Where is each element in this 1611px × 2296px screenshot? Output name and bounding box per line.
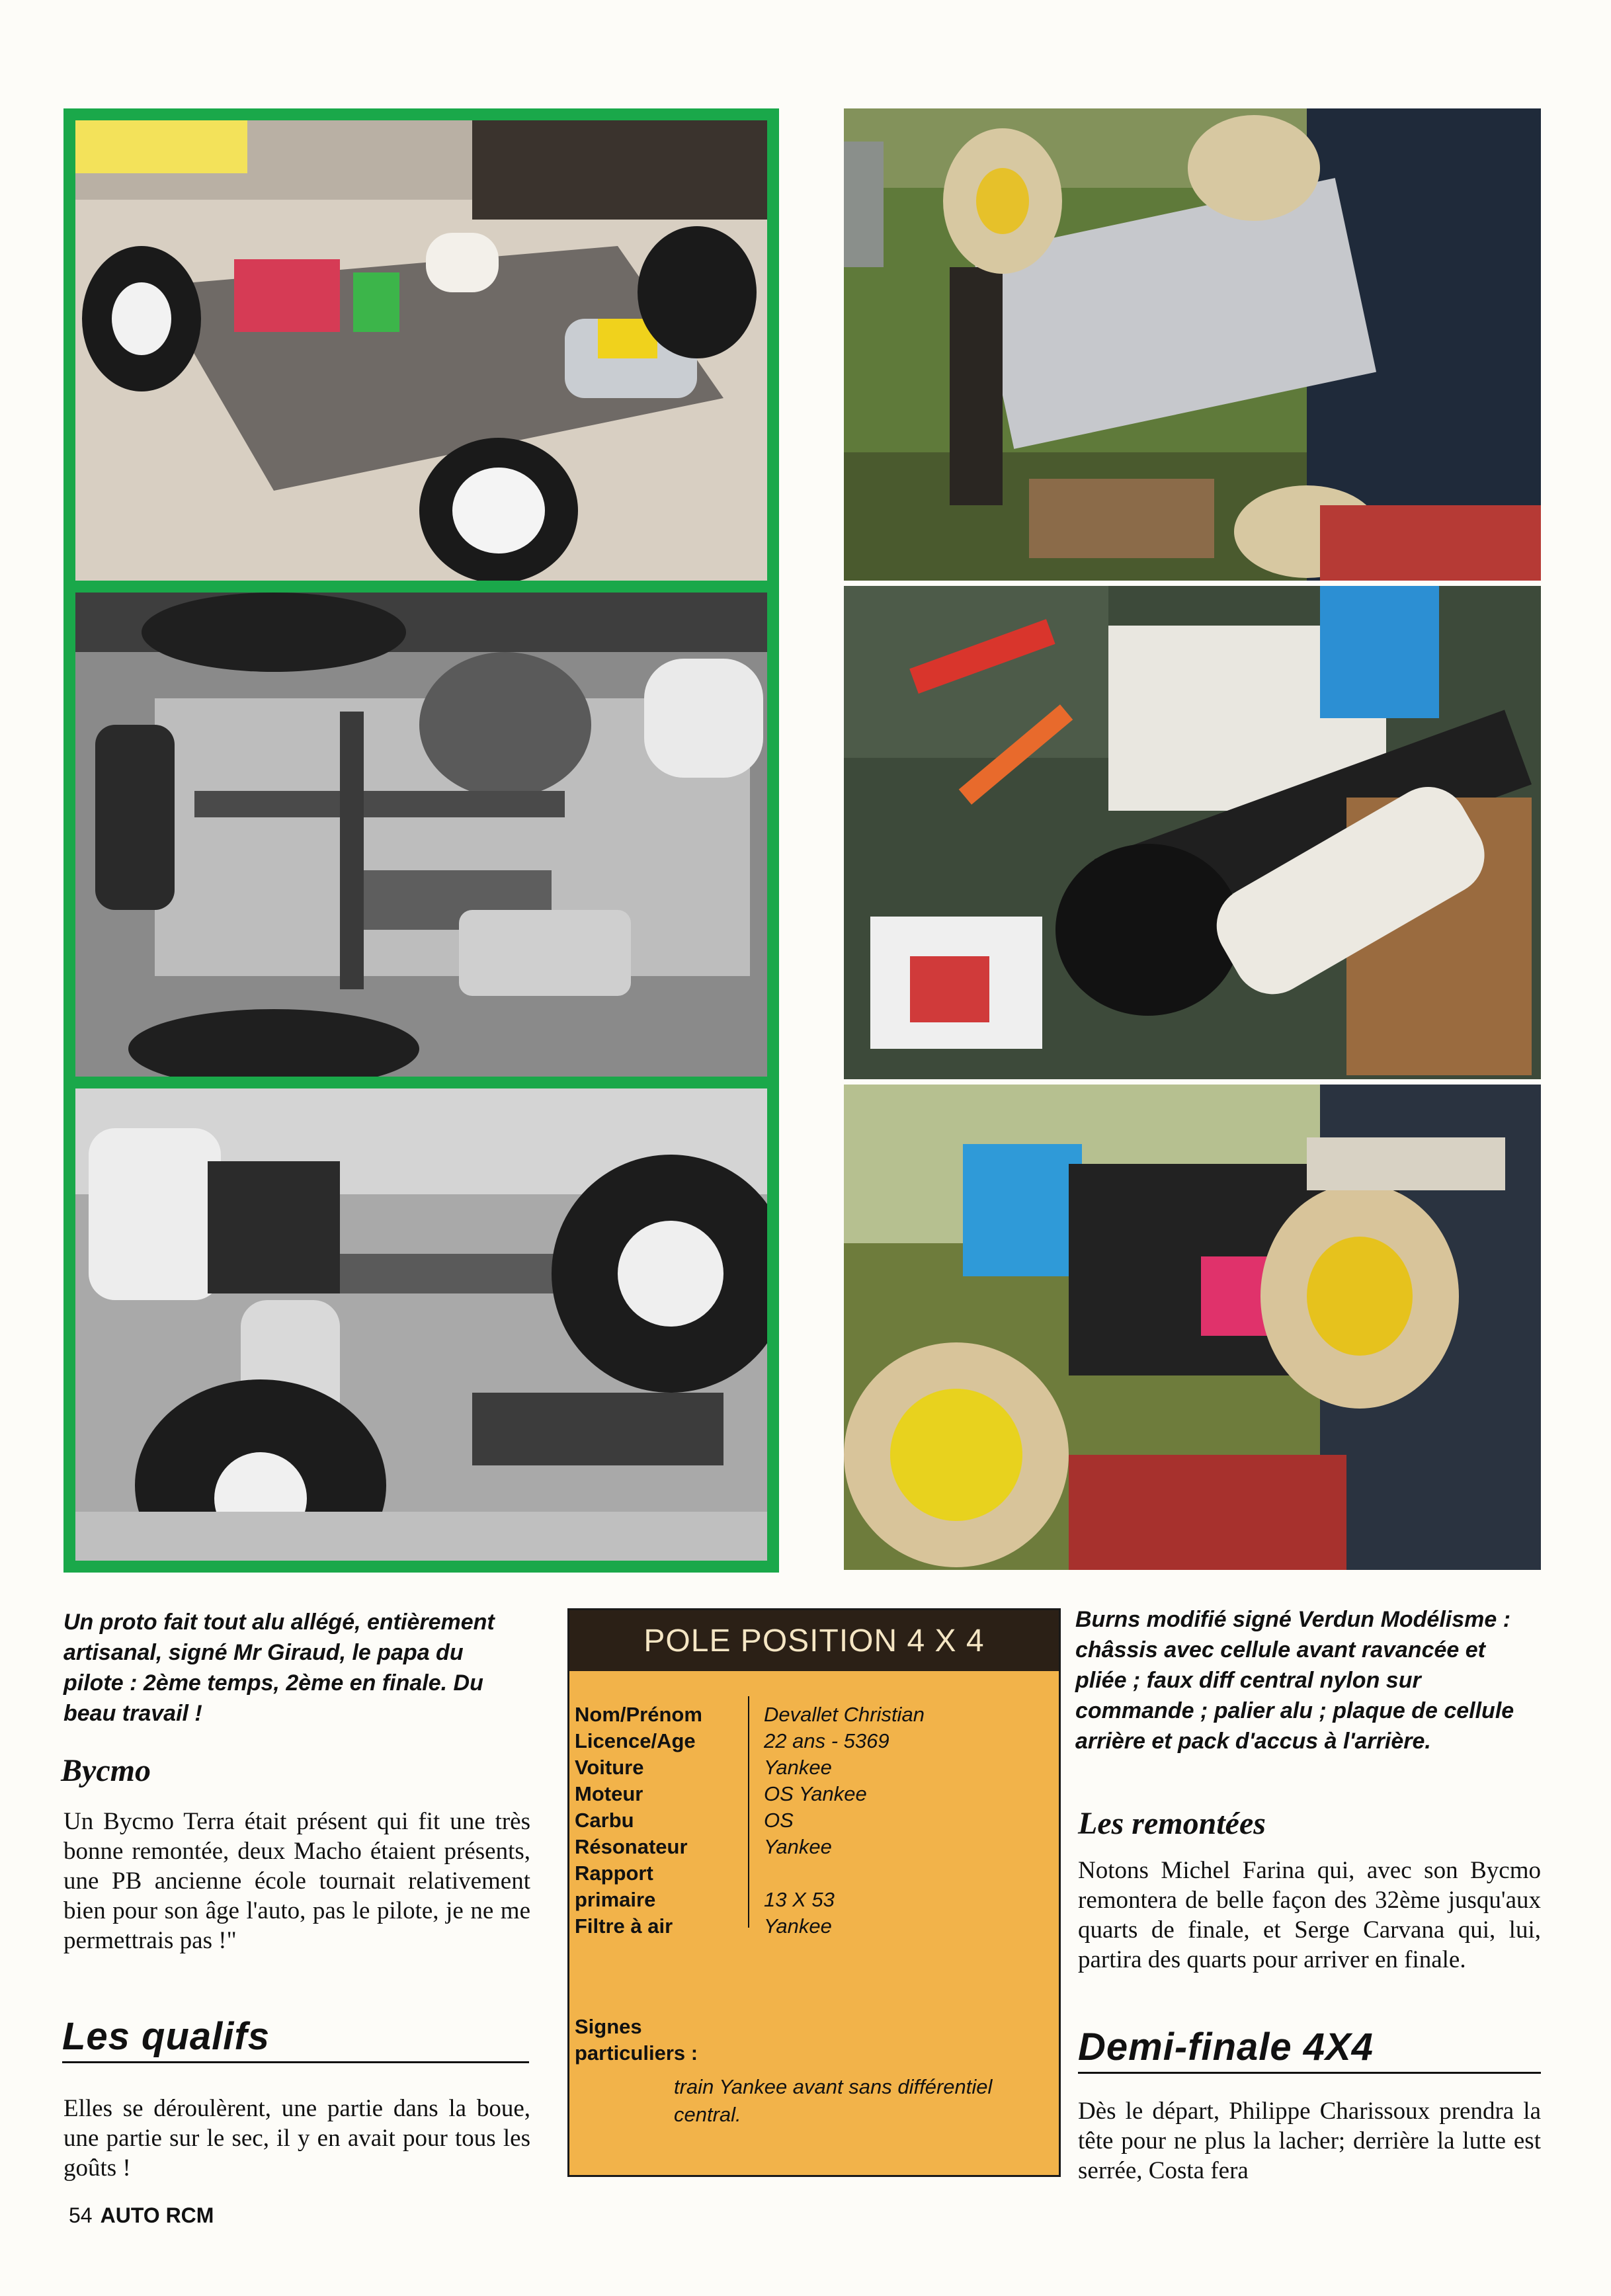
spec-label: primaire bbox=[575, 1888, 656, 1911]
spec-value: Yankee bbox=[764, 1914, 832, 1938]
spec-label: Résonateur bbox=[575, 1835, 688, 1858]
caption-burns: Burns modifié signé Verdun Modélisme : châssis avec cellule avant ravancée et pliée ; faux diff central nylon sur commande ; palier alu ; plaque de cellule arrière et pack d'accus à l'arrière. bbox=[1075, 1607, 1514, 1754]
heading-demi-finale: Demi-finale 4X4 bbox=[1078, 2025, 1541, 2074]
spec-table bbox=[575, 1702, 1051, 1940]
text-bycmo: Un Bycmo Terra était présent qui fit une très bonne remontée, deux Macho étaient présents, une PB ancienne école tournait relativement bien pour son âge l'auto, pas le pilote, je ne me permettrais pas !" bbox=[63, 1808, 530, 1954]
pole-position-box bbox=[567, 1608, 1061, 2177]
spec-label: Licence/Age bbox=[575, 1729, 696, 1752]
photo-blue-head-engine bbox=[844, 586, 1541, 1079]
heading-remontees: Les remontées bbox=[1078, 1806, 1266, 1841]
photo-yellow-wheel-buggy bbox=[844, 1085, 1541, 1570]
spec-label: Filtre à air bbox=[575, 1914, 673, 1938]
spec-label: Moteur bbox=[575, 1782, 643, 1805]
spec-value: 22 ans - 5369 bbox=[764, 1729, 889, 1752]
page-number: 54 bbox=[69, 2203, 93, 2227]
spec-row bbox=[575, 1860, 1051, 1887]
photo-engine-grayscale bbox=[75, 1088, 767, 1561]
spec-row bbox=[575, 1781, 1051, 1807]
spec-label: Voiture bbox=[575, 1756, 644, 1779]
photo-proto-buggy-color bbox=[75, 120, 767, 581]
text-remontees: Notons Michel Farina qui, avec son Bycmo remontera de belle façon des 32ème jusqu'aux quarts de finale, et Serge Carvana qui, lui, partira des quarts pour arriver en finale. bbox=[1078, 1857, 1541, 1973]
signes-value: train Yankee avant sans différentiel central. bbox=[674, 2075, 993, 2126]
text-qualifs: Elles se déroulèrent, une partie dans la boue, une partie sur le sec, il y en avait pour tous les goûts ! bbox=[63, 2095, 530, 2182]
spec-value: Yankee bbox=[764, 1756, 832, 1779]
spec-row bbox=[575, 1807, 1051, 1834]
spec-value: 13 X 53 bbox=[764, 1888, 835, 1911]
spec-value: OS bbox=[764, 1809, 794, 1832]
caption-proto: Un proto fait tout alu allégé, entièrement artisanal, signé Mr Giraud, le papa du pilote : 2ème temps, 2ème en finale. Du beau travail ! bbox=[63, 1610, 495, 1726]
spec-row bbox=[575, 1913, 1051, 1940]
spec-row bbox=[575, 1702, 1051, 1728]
magazine-name: AUTO RCM bbox=[100, 2203, 214, 2227]
spec-row bbox=[575, 1834, 1051, 1860]
spec-row bbox=[575, 1754, 1051, 1781]
photo-burns-chassis-upright bbox=[844, 108, 1541, 581]
photo-chassis-grayscale bbox=[75, 593, 767, 1077]
signes-label: Signes particuliers : bbox=[575, 2015, 698, 2065]
pole-position-title: POLE POSITION 4 X 4 bbox=[569, 1610, 1059, 1671]
text-demi-finale: Dès le départ, Philippe Charissoux prendra la tête pour ne plus la lacher; derrière la lutte est serrée, Costa fera bbox=[1078, 2098, 1541, 2184]
spec-label: Carbu bbox=[575, 1809, 634, 1832]
spec-row bbox=[575, 1728, 1051, 1754]
spec-value: Yankee bbox=[764, 1835, 832, 1858]
heading-bycmo: Bycmo bbox=[61, 1753, 151, 1788]
spec-label: Rapport bbox=[575, 1862, 653, 1885]
spec-value: Devallet Christian bbox=[764, 1703, 925, 1726]
spec-row bbox=[575, 1887, 1051, 1913]
page-footer bbox=[69, 2203, 214, 2228]
spec-value: OS Yankee bbox=[764, 1782, 867, 1805]
spec-label: Nom/Prénom bbox=[575, 1703, 702, 1726]
heading-qualifs: Les qualifs bbox=[62, 2014, 529, 2063]
